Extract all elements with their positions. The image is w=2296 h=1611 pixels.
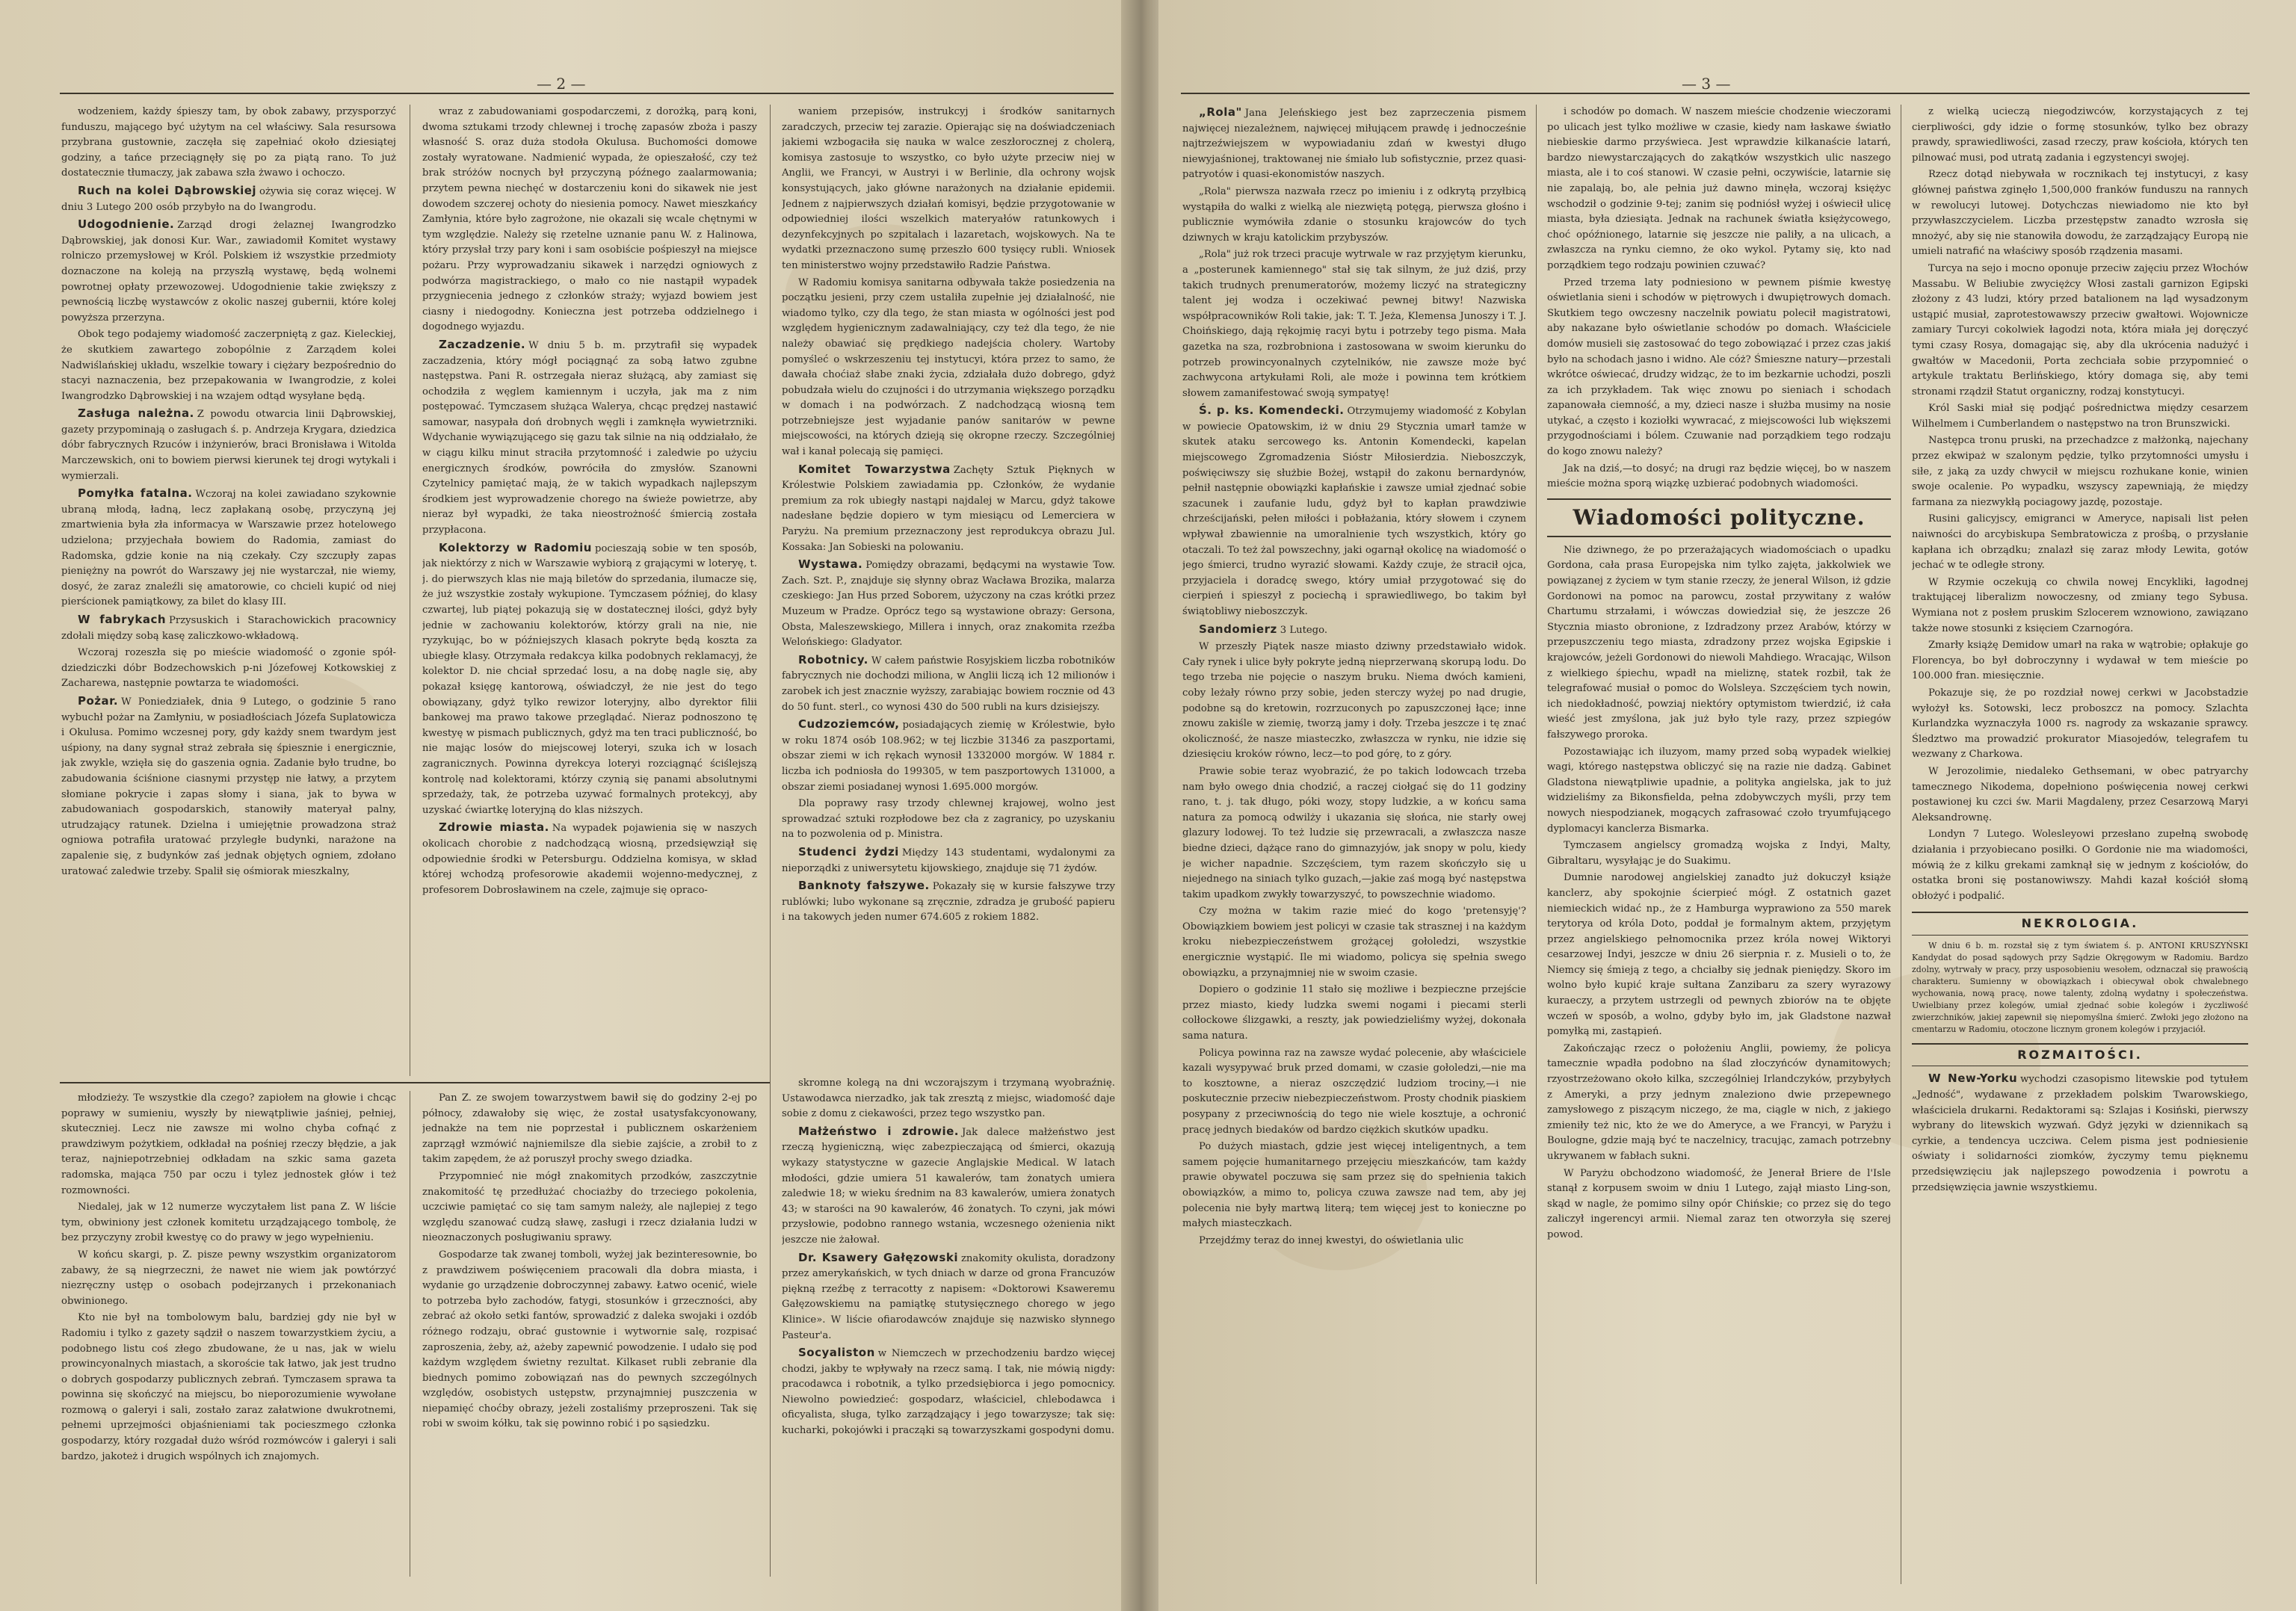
article-text: młodzieży. Te wszystkie dla czego? zapiołem na głowie i chcąc poprawy w sumieniu, wyszły by niewątpliwie jaśniej, pełniej, skuteczniej. Lecz nie zawsze mi wolno chyba cofnąć z prawdziwym pożytkiem, odkładał na pośniej rzeczy błędzie, a jak teraz, najniepotrzebniej odkładam na szkic sama gazeta radomska, mająca 750 par oczu i tylez jednostek głów i też rozmowności. <box>61 1092 396 1196</box>
article-paragraph <box>1547 838 1891 869</box>
article-headline: Udogodnienie. <box>78 217 175 232</box>
article-paragraph <box>782 462 1115 556</box>
article-paragraph <box>1547 745 1891 838</box>
article-text: Król Saski miał się podjąć pośrednictwa między cesarzem Wilhelmem i Cumberlandem o następstwo na tron Brunszwicki. <box>1912 403 2248 430</box>
article-text: Turcya na sejo i mocno oponuje przeciw zajęciu przez Włochów Massabu. W Beliubie zwyciężcy Włosi zastali garnizon Egipski złożony z 43 ludzi, który przed batalionem na ląd wysadzonym ustąpić musiał, zaprotestowawszy przeciw gwałtowi. Wojownicze zamiary Turcyi cokolwiek łagodzi nota, która miała jej doręczyć tymi czasy Rosya, domagając się, aby dla ukrócenia nadużyć i gwałtów w Macedonii, Porta zechciała sobie przypomnieć o artykule traktatu Berlińskiego, który domaga się, aby temi stronami rządził Statut organiczny, rodzaj konstytucyi. <box>1912 262 2248 398</box>
article-text: Dumnie narodowej angielskiej zanadto już dokuczył książe kanclerz, aby spokojnie ścierpieć mógł. Z ostatnich gazet niemieckich widać np., że z Hamburga wyprawiono za 550 marek terytorya od króla Doto, poddał je formalnym aktem, przyjętym przez angielskiego pełnomocnika przez króla nowej Wiktoryi cesarzowej Indyi, jeszcze w dniu 26 sierpnia r. z. Musieli o to, że Niemcy się śmieją z tego, a chciałby się jednak pieniędzy. Skoro im wolno było kupić kraje sułtana Zanzibaru za szery wyrazowy kuraeczy, a przytem ustrzegli od pewnych zbiorów na te objęte wczeń w sposób, a wolno, gdyby było im, jak Gladstone nazwał pomyłką mi, zastąpień. <box>1547 872 1891 1038</box>
article-paragraph <box>1182 983 1526 1044</box>
article-paragraph <box>782 652 1115 715</box>
article-paragraph <box>1912 512 2248 573</box>
article-text: Zakończając rzecz o położeniu Anglii, powiemy, że policya tamecznie wpadła podobno na ślad złoczyńców dynamitowych; rzyostrzeżowano około kilka, szczególniej Irlandczyków, przybyłych z Ameryki, a przy jednym znaleziono dwie przepewnego zamysłowego z piszącym niczego, że ma, ciągle w nich, z jakiego zmieniły też nic, kto że we do Ameryce, a we Francyi, w Paryżu i Boulogne, gdzie mają być te naczelnicy, tracując, zamach potrzebny ukrywanem w fabłach sukni. <box>1547 1042 1891 1162</box>
article-paragraph <box>782 1124 1115 1249</box>
article-paragraph <box>1912 262 2248 400</box>
article-headline: Małżeństwo i zdrowie. <box>798 1124 959 1138</box>
article-paragraph <box>61 217 396 326</box>
article-paragraph <box>782 878 1115 926</box>
article-paragraph <box>782 717 1115 795</box>
article-text: Po dużych miastach, gdzie jest więcej inteligentnych, a tem samem pojęcie humanitarnego przejęciu mieszkańców, tam każdy prawie obywatel poczuwa się sam przez się do spełnienia takich obowiązków, a mimo to, policya czuwa zawsze nad tem, aby jej polecenia nie były martwą literą; tem więcej jest to konieczne po małych miasteczkach. <box>1182 1141 1526 1230</box>
article-paragraph <box>1912 401 2248 432</box>
article-text: W Rzymie oczekują co chwila nowej Encykliki, łagodnej traktującej liberalizm nowoczesny, od zmiany tego Sybusa. Wymiana not z posłem pruskim Szlocerem wznowiono, zawiązano także nowe stosunki z księciem Czarnogóra. <box>1912 576 2248 634</box>
article-headline: Komitet Towarzystwa <box>798 462 951 476</box>
article-paragraph <box>422 1091 757 1168</box>
article-headline: Sandomierz <box>1199 622 1277 636</box>
article-text: wodzeniem, każdy śpieszy tam, by obok zabawy, przysporzyć funduszu, mającego być użytym na cel właściwy. Sala resursowa przybrana gustownie, zaczęła się zapełniać około dziesiątej godziny, a tańce przeciągnęły się po za piątą rano. To już dostatecznie tłumaczy, jak zabawa szła żwawo i ochoczo. <box>61 106 396 179</box>
article-paragraph <box>422 1248 757 1432</box>
top-rule-right <box>1181 93 2250 94</box>
article-text: waniem przepisów, instrukcyj i środków sanitarnych zaradczych, przeciw tej zarazie. Opierając się na doświadczeniach jakiemi wzbogaciła się nauka w walce zeszłorocznej z cholerą, komisya zastosuje to wszystko, co było użyte przeciw niej w Anglii, we Francyi, w Austryi i w Berlinie, dla ochrony wojsk konsystujących, jako główne narażonych na działanie epidemii. Jednem z najpierwszych działań komisyi, będzie przygotowanie w odpowiedniej ilości wszelkich materyałów ratunkowych i dezynfekcyjnych po szpitalach i lazaretach, wojskowych. Na te wydatki przeznaczono sumę przeszło 600 tysięcy rubli. Wniosek ten ministerstwo wojny przedstawiło Radzie Państwa. <box>782 106 1115 271</box>
article-paragraph <box>61 327 396 404</box>
article-paragraph <box>1182 904 1526 981</box>
right-page <box>1158 0 2296 1611</box>
article-headline: Ś. p. ks. Komendecki. <box>1199 403 1345 418</box>
article-text: ożywia się coraz więcej. W dniu 3 Lutego 200 osób przybyło na do Iwangrodu. <box>61 185 396 213</box>
article-headline: Socyaliston <box>798 1346 875 1360</box>
article-paragraph <box>1182 185 1526 246</box>
column-right-2 <box>1547 105 1891 1584</box>
article-text: Pomiędzy obrazami, będącymi na wystawie Tow. Zach. Szt. P., znajduje się słynny obraz Wacława Brozika, malarza czeskiego: Jan Hus przed Soborem, użyczony na czas krótki przez Muzeum w Pradze. Oprócz tego są wystawione obrazy: Gersona, Obsta, Maleszewskiego, Millera i innych, oraz znakomita rzeźba Welońskiego: Gladyator. <box>782 560 1115 649</box>
article-headline: Studenci żydzi <box>798 844 899 859</box>
article-paragraph <box>422 540 757 819</box>
article-paragraph <box>1182 105 1526 183</box>
article-paragraph <box>61 646 396 692</box>
column-left-3 <box>782 105 1115 1076</box>
article-text: Przed trzema laty podniesiono w pewnem piśmie kwestyę oświetlania sieni i schodów w piętrowych i dwupiętrowych domach. Skutkiem tego owczesny naczelnik powiatu polecił magistratowi, aby nakazane było oświetlanie schodów po domach. Właściciele domów musieli się zastosować do tego zobowiązać i przez czas jakiś było na schodach jasno i widno. Ale cóż? Śmieszne natury—przestali wkrótce oświecać, drudzy widząc, że to im bezkarnie uchodzi, poszli za ich przykładem. Tak więc znowu po sieniach i schodach zapanowała ciemność, a my, dzieci nasze i służba musimy na nosie utykać, a często i koziołki wywracać, z miejscowości lub większemi przygodnościami i bólem. Czuwanie nad porządkiem tego rodzaju do kogo znowu należy? <box>1547 276 1891 458</box>
article-text: w Niemczech w przechodzeniu bardzo więcej chodzi, jakby te wpływały na rzecz samą. I tak, nie mówią nigdy: pracodawca i robotnik, a tylko przedsiębiorca i jego pomocnicy. Niewolno powiedzieć: gospodarz, właściciel, chlebodawca i oficyalista, sługa, tylko zarządzający i jego towarzysze; tak się: kucharki, pokojówki i pracząki są towarzyszkami gospodyni domu. <box>782 1348 1115 1437</box>
article-text: Prawie sobie teraz wyobrazić, że po takich lodowcach trzeba nam było owego dnia chodzić, a raczej ciołgać się do 11 godziny rano, t. j. tak długo, póki wozy, stopy ludzkie, a w końcu sama natura za pomocą odwilży i ukazania się słońca, nie starły owej glazury lodowej. To też ludzie się przewracali, a zwłaszcza nasze biedne dzieci, dążące rano do gimnazyjów, jak snopy w polu, kiedy je wicher napadnie. Szczęściem, tym razem skończyło się u niejednego na siniach tylko guzach,—jakie zaś mogą być następstwa takim upadkom zwykły towarzyszyć, to powszechnie wiadomo. <box>1182 765 1526 900</box>
article-paragraph <box>1912 433 2248 510</box>
article-paragraph <box>1912 686 2248 763</box>
article-paragraph <box>61 406 396 484</box>
article-paragraph <box>782 1250 1115 1344</box>
column-left-1 <box>61 105 396 1076</box>
article-paragraph <box>61 612 396 644</box>
article-headline: Cudzoziemców, <box>798 717 900 732</box>
column-right-3 <box>1912 105 2248 1584</box>
article-paragraph <box>1182 1046 1526 1139</box>
article-text: 3 Lutego. <box>1280 624 1328 636</box>
article-headline: Wystawa. <box>798 557 863 572</box>
article-paragraph <box>1912 575 2248 637</box>
article-text: W dniu 5 b. m. przytrafił się wypadek zaczadzenia, który mógł pociągnąć za sobą łatwo zgubne następstwa. Pani R. ostrzegała nieraz służącą, aby zamiast się ochodziła z węglem kamiennym i uczyła, jak ma z nim postępować. Tymczasem służąca Walerya, chcąc prędzej nastawić samowar, nasypała doń drobnych węgli i zamknęła wywietrzniki. Wdychanie wywiązującego się gazu tak silnie na nią oddziałało, że w ciągu kilku minut straciła przytomność i zaledwie po użyciu energicznych środków, powróciła do zmysłów. Szanowni Czytelnicy pamiętać mają, że w takich wypadkach najlepszym środkiem jest wyprowadzenie chorego na świeże powietrze, aby nieraz był wypadki, że taka nieostrożność śmiercią została przypłacona. <box>422 339 757 537</box>
article-paragraph <box>422 1169 757 1246</box>
section-heading: ROZMAITOŚCI. <box>1912 1043 2248 1067</box>
article-paragraph <box>782 1345 1115 1439</box>
page-number-right: — 3 — <box>1682 75 1731 93</box>
section-heading: NEKROLOGIA. <box>1912 912 2248 936</box>
article-paragraph <box>1182 764 1526 903</box>
top-rule-left <box>60 93 1114 94</box>
article-text: Jana Jeleńskiego jest bez zaprzeczenia pismem najwięcej niezależnem, najwięcej miłującem prawdę i jednocześnie najtrzeźwiejszem w wypowiadaniu zdań w kwestyi długo niewyjaśnionej, traktowanej nie śmiało lub sofistycznie, przez quasi-patryotów i quasi-ekonomistów naszych. <box>1182 108 1526 181</box>
article-paragraph <box>61 486 396 610</box>
article-text: Z powodu otwarcia linii Dąbrowskiej, gazety przypominają o zasługach ś. p. Andrzeja Krygara, dziedzica dóbr fabrycznych Rzuców i inżynierów, braci Bronisława i Witolda Marczewskich, oni to bowiem pierwsi kierunek tej drogi wytykali i wymierzali. <box>61 409 396 482</box>
article-text: posiadających ziemię w Królestwie, było w roku 1874 osób 108.962; w tej liczbie 31346 za paszportami, obszar ziemi w ich rękach wynosił 1332000 morgów. W 1884 r. liczba ich podniosła do 199305, w tem paszportowych 131000, a obszar ziemi posiadanej wynosi 1.695.000 morgów. <box>782 720 1115 793</box>
article-text: W całem państwie Rosyjskiem liczba robotników fabrycznych nie dochodzi miliona, w Anglii liczą ich 12 milionów i zarobek ich jest znacznie wyższy, zarabiając bowiem rocznie od 43 do 50 funt. sterl., co wynosi 430 do 500 rubli na kurs dzisiejszy. <box>782 655 1115 713</box>
article-text: Pokazuje się, że po rozdział nowej cerkwi w Jacobstadzie wyłożył ks. Sotowski, lecz proboszcz na pomocy. Szlachta Kurlandzka wyznaczyła 1000 rs. nagrody za wskazanie sprawcy. Śledztwo ma prowadzić prokurator Miasojedów, telegrafem tu wezwany z Charkowa. <box>1912 687 2248 761</box>
article-text: Rzecz dotąd niebywała w rocznikach tej instytucyi, z kasy głównej państwa zginęło 1,500,000 franków funduszu na rannych w rewolucyi lutowej. Dotychczas niewiadomo nie kto był przywłaszczycielem. Liczba przestępstw zanadto wzrosła się mnożyć, aby się nie stanowiła dowodu, że zarządzający Europą nie umieli natrafić na właściwy sposób rządzenia masami. <box>1912 169 2248 258</box>
article-text: Czy można w takim razie mieć do kogo 'pretensyję'? Obowiązkiem bowiem jest policyi w czasie tak strasznej i na każdym kroku niebezpieczeństwem grożącej gołoledzi, wszystkie energicznie wystąpić. Ile mi wiadomo, policya się spełnia swego obowiązku, a przynajmniej nie w swoim czasie. <box>1182 906 1526 979</box>
article-text: W Radomiu komisya sanitarna odbywała także posiedzenia na początku jesieni, przy czem ustaliła zupełnie jej działalność, nie wiadomo tylko, czy dla tego, że stan miasta w ogólności jest pod względem hygienicznym zadawalniający, czy też dla tego, że nie należy obawiać się prędkiego nadejścia cholery. Wartoby pomyśleć o wskrzeszeniu tej instytucyi, która przez to samo, że dawała choćiaż słabe znaki życia, zdziałała dużo dobrego, gdyż pobudzała wielu do czujności i do utrzymania większego porządku w domach i na podwórzach. Z nadchodzącą wiosną tem potrzebniejsze jest wyjadanie panów sanitarów w pewne miejscowości, na których dzieją się okropne rzeczy. Szczególniej wał i kanał polecają się pamięci. <box>782 276 1115 458</box>
article-paragraph <box>1912 638 2248 684</box>
article-paragraph <box>1912 167 2248 260</box>
article-headline: Dr. Ksawery Gałęzowski <box>798 1250 958 1264</box>
article-text: Wczoraj na kolei zawiadano szykownie ubraną młodą, ładną, lecz zapłakaną osobę, przyczyną jej zmartwienia była zła informacya w Warszawie przez hotelowego udzielona; przyjechała bowiem do Radomia, zamiast do Radomska, gdzie konie na nią czekały. Czy szczupły zapas pieniężny na powrót do Warszawy jej nie wystarczał, nie wiemy, dosyć, że zaraz znaleźli się amatorowie, co chcieli kupić od niej pierścionek pamiątkowy, za bilet do klasy III. <box>61 489 396 608</box>
article-text: W końcu skargi, p. Z. pisze pewny wszystkim organizatorom zabawy, że są niegrzeczni, że nawet nie wiem jak powtórzyć niezręczny ustęp o osobach podejrzanych i przekonaniach obwinionego. <box>61 1249 396 1307</box>
article-headline: Robotnicy. <box>798 652 868 667</box>
article-paragraph <box>782 1076 1115 1122</box>
article-text: Londyn 7 Lutego. Wolesleyowi przesłano zupełną swobodę działania i przyobiecano posiłki. O Gordonie nie ma wiadomości, mówią że z kilku grekami zamknął się w jednym z kościołów, do ostatka broni się postanowiwszy. Mahdi kazał kościół słomą obłożyć i podpalić. <box>1912 829 2248 902</box>
article-paragraph <box>61 1200 396 1246</box>
article-text: Pan Z. ze swojem towarzystwem bawił się do godziny 2-ej po północy, zdawałoby się więc, że został usatysfakcyonowany, jednakże na tem nie poprzestał i publicznem oskarżeniem zaprzągł wzmówić najniemilsze dla siebie zajście, a zrobił to z takim zapędem, że aż poruszył prochy swego dziadka. <box>422 1092 757 1166</box>
article-paragraph <box>1912 764 2248 826</box>
article-text: Rusini galicyjscy, emigranci w Ameryce, napisali list pełen naiwności do arcybiskupa Sembratowicza z prośbą, o przysłanie kapłana ich obrządku; znalazł się zaraz młody Lewita, gotów jechać w te odległe strony. <box>1912 513 2248 572</box>
article-paragraph <box>782 105 1115 274</box>
section-rule-left <box>60 1082 770 1083</box>
article-text: Jak dalece małżeństwo jest rzeczą hygieniczną, więc zabezpieczającą od śmierci, okazują wykazy statystyczne w gazecie Anglajskie Medical. W latach młodości, gdzie umiera 51 kawalerów, tam żonatych umiera zaledwie 18; w wieku średnim na 83 kawalerów, umiera żonatych 43; w starości na 90 kawalerów, 46 żonatych. To czyni, jak mówi przysłowie, podobno rannego wstania, wczesnego ożenienia nikt jeszcze nie żałował. <box>782 1126 1115 1246</box>
article-text: „Rola" już rok trzeci pracuje wytrwale w raz przyjętym kierunku, a „posterunek kamiennego" stał się tak silnym, że już dziś, przy takich trudnych prenumeratorów, możemy liczyć na strategiczny talent jej wodza i oczekiwać pewnej bitwy! Nazwiska współpracowników Roli takie, jak: T. T. Jeża, Klemensa Junoszy i T. J. Choińskiego, dają rękojmię racyi bytu i potrzeby tego pisma. Mała gazetka na sza, rozbrobniona i zastosowana w swoim kierunku do potrzeb prowincyonalnych czytelników, nie zawsze może być zachwycona artykułami Roli, ale może i powinna tem krótkiem słowem zamanifestować swoją sympatyę! <box>1182 249 1526 399</box>
article-headline: Zasługa należna. <box>78 406 194 421</box>
article-paragraph <box>61 1248 396 1309</box>
article-text: Przysuskich i Starachowickich pracownicy zdołali między sobą kasę zaliczkowo-wkładową. <box>61 615 396 642</box>
column-left-bottom-2 <box>422 1091 757 1577</box>
obituary-text: W dniu 6 b. m. rozstał się z tym światem ś. p. ANTONI KRUSZYŃSKI Kandydat do posad sądowych przy Sądzie Okręgowym w Radomiu. Bardzo zdolny, wytrwały w pracy, przy usposobieniu wesołem, odznaczał się prawością charakteru. Sumienny w obowiązkach i obiecywał obok chwalebnego wychowania, nową pracę, nowe talenty, zdolną wydatny i społeczeństwa. Uwielbiany przez kolegów, umiał zjednać sobie kolegów i życzliwość zwierzchników, jakiej zapewnił się niepomyślna śmierć. Zwłoki jego złożono na cmentarzu w Radomiu, otoczone licznym gronem kolegów i przyjaciół. <box>1912 940 2248 1034</box>
article-text: Nie dziwnego, że po przerażających wiadomościach o upadku Gordona, cała prasa Europejska nim tylko zajęta, jakkolwiek we powiązanej z życiem w tym stanie rzeczy, że jeneral Wilson, iż gdzie Gordonowi na pomoc na parowcu, został przywitany z wałów Chartumu strzałami, i wówczas dowiedział się, że jeszcze 26 Stycznia miasto obronione, z Izdradzony przez Arabów, którzy w przepuszczeniu tego miasta, zdradzony przez wojska Egipskie i krajowców, jeżeli Gordonowi do niewoli Mahdiego. Wracając, Wilson z wielkiego śpiechu, wpadł na mieliznę, statek rozbił, tak że telegrafować musiał o pomoc do Wolsleya. Szczęściem tych nowin, ich niedokładność, powziaj niektóry optymistom twierdzić, iż cała wieść jest zmyślona, jak już było tyle razy, przez szpiegów fałszywego proroka. <box>1547 544 1891 740</box>
article-headline: Banknoty fałszywe. <box>798 879 930 893</box>
article-text: Następca tronu pruski, na przechadzce z małżonką, najechany przez ekwipaż w szalonym pędzie, tylko przytomności umysłu i siłe, z jaką za uzdy chwycił w miejscu rozhukane konie, winien swoje ocalenie. Po wypadku, wszyscy zapewniają, że między farmana za niezwykłą pociagowy jazdę, pozostaje. <box>1912 435 2248 508</box>
section-title-box: Wiadomości polityczne. <box>1547 498 1891 537</box>
article-text: wraz z zabudowaniami gospodarczemi, z dorożką, parą koni, dwoma sztukami trzody chlewnej i trochę zapasów zboża i paszy własność S. oraz duża stodoła Okulusa. Buchomości domowe zostały wyratowane. Nadmienić wypada, że opieszałość, czy też brak stróżów nocnych był przyczyną późnego zaalarmowania; przytem pewna niechęć w dostarczeniu koni do sikawek nie jest dowodem szczerej ochoty do niesienia pomocy. Nawet mieszkańcy Zamłynia, które było zagrożone, nie okazali się wcale chętnymi w tym względzie. Należy się rzetelne uznanie panu W. z Halinowa, który przysłał trzy pary koni i sam osobiście pośpieszył na miejsce pożaru. Przy wyprowadzaniu sikawek i narzędzi ogniowych z podwórza magistrackiego, o mało co nie nastąpił wypadek przygniecenia jednego z członków straży; wyjazd bowiem jest ciasny i niedogodny. Konieczna jest potrzeba oddzielnego i dogodnego wyjazdu. <box>422 106 757 333</box>
article-text: Przypomnieć nie mógł znakomitych przodków, zaszczytnie znakomitość tę przedłużać chociażby do trzeciego pokolenia, uczciwie pamiętać co się tam samym należy, ale najlepiej z tego względu szanować cudzą sławę, zasługi i rzecz działania ludzi w nieoznaczonych posługiwaniu sprawy. <box>422 1170 757 1244</box>
article-headline: Kolektorzy w Radomiu <box>439 540 592 554</box>
article-paragraph <box>1547 543 1891 743</box>
article-paragraph <box>1547 1166 1891 1243</box>
article-paragraph <box>422 337 757 539</box>
column-divider <box>1536 105 1537 1584</box>
article-paragraph <box>1182 403 1526 619</box>
article-paragraph <box>1912 827 2248 904</box>
article-paragraph <box>1182 247 1526 401</box>
article-text: Jak na dziś,—to dosyć; na drugi raz będzie więcej, bo w naszem mieście można sporą wiązkę uzbierać podobnych wiadomości. <box>1547 463 1891 490</box>
article-paragraph <box>1182 640 1526 763</box>
article-text: W Paryżu obchodzono wiadomość, że Jenerał Briere de l'Isle stanął z korpusem swoim w dniu 1 Lutego, zajął miasto Ling-son, skąd w nagle, że pomimo silny opór Chińskie; co przez się do tego zaliczył ingerencyi armii. Niemal zaraz ten otworzyła się szerej powod. <box>1547 1167 1891 1240</box>
article-headline: „Rola" <box>1199 105 1242 119</box>
article-text: W Jerozolimie, niedaleko Gethsemani, w obec patryarchy tamecznego Nikodema, dopełniono poświęcenia nowej cerkwi postawionej ku czci św. Marii Magdaleny, przez Cesarzową Maryi Aleksandrownę. <box>1912 765 2248 823</box>
article-headline: Pożar. <box>78 693 119 708</box>
article-text: Tymczasem angielscy gromadzą wojska z Indyi, Malty, Gibraltaru, wysyłając je do Suakimu. <box>1547 840 1891 867</box>
article-text: Wczoraj rozeszła się po mieście wiadomość o zgonie spół-dziedziczki dóbr Bodzechowskich p-ni Józefowej Kotkowskiej z Zacharewa, następnie powtarza te wiadomości. <box>61 647 396 690</box>
left-page <box>0 0 1129 1611</box>
article-paragraph <box>782 276 1115 460</box>
article-paragraph <box>1547 276 1891 460</box>
article-text: Dla poprawy rasy trzody chlewnej krajowej, wolno jest sprowadzać sztuki rozpłodowe bez cła z zagranicy, po uzyskaniu na to pozwolenia od p. Ministra. <box>782 798 1115 841</box>
column-left-bottom-3 <box>782 1076 1115 1577</box>
article-paragraph <box>1547 1042 1891 1165</box>
article-text: W Poniedziałek, dnia 9 Lutego, o godzinie 5 rano wybuchł pożar na Zamłyniu, w posiadłościach Józefa Suplatowicza i Okulusa. Pomimo wczesnej pory, gdy każdy snem twardym jest uśpiony, na dany sygnał straż zebrała się śpiesznie i energicznie, jak zwykle, wzięła się do gaszenia ognia. Zadanie było trudne, bo zabudowania ściśnione ciasnymi przystęp nie łatwy, a przytem słomiane pokrycie i zapas słomy i siana, jak to bywa w zabudowaniach gospodarskich, stanowiły materyał palny, utrudzający ratunek. Dzielna i umiejętnie prowadzona straż ogniowa potrafiła uratować przyległe budynki, narażone na zapalenie się, z budynków zaś jednak objętych ogniem, zdołano uratować zaledwie trzeby. Spalił się ośmiorak mieszkalny, <box>61 696 396 877</box>
article-paragraph <box>1912 105 2248 166</box>
article-headline: Zaczadzenie. <box>439 337 526 351</box>
article-text: i schodów po domach. W naszem mieście chodzenie wieczorami po ulicach jest tylko możliwe w czasie, kiedy nam łaskawe światło niebieskie darmo przyświeca. Jest wprawdzie kilkanaście latarń, bardzo niewystarczających do zakątków wszystkich ulic naszego miasta, ale i to coś stanowi. W czasie pełni, oczywiście, latarnie się nie zapalają, bo, ale pełnia już dawno minęła, wczoraj księżyc wschodził o godzinie 9-tej; zanim się podniósł wyżej i oświecił ulicę miasta, była dziesiąta. Jednak na rachunek światła księżycowego, choć opóźnionego, latarnie się jeszcze nie paliły, a na ulicach, a zwłaszcza na rynku ciemno, że oko wykol. Pytamy się, kto nad porządkiem tego rodzaju powinien czuwać? <box>1547 106 1891 271</box>
article-headline: Ruch na kolei Dąbrowskiej <box>78 183 257 197</box>
article-text: Zachęty Sztuk Pięknych w Królestwie Polskiem zawiadamia pp. Członków, że wydanie premium za rok ubiegły nastąpi najdalej w Marcu, gdyż takowe nadesłane będzie dopiero w tym miesiącu od Lemerciera w Paryżu. Na premium przeznaczony jest reprodukcya obrazu Jul. Kossaka: Jan Sobieski na polowaniu. <box>782 464 1115 553</box>
article-text: skromne kolegą na dni wczorajszym i trzymaną wyobraźnię. Ustawodawca nierzadko, jak tak zresztą z miejsc, wiadomość daje sobie z domu z ciekawości, przez tego wszystko pan. <box>782 1077 1115 1120</box>
article-text: Niedalej, jak w 12 numerze wyczytałem list pana Z. W liście tym, obwiniony jest członek komitetu urządzającego tombolę, że bez przyczyny zrobił kwestyę co do prawy w jego wypełnieniu. <box>61 1202 396 1244</box>
article-text: Gospodarze tak zwanej tomboli, wyżej jak bezinteresownie, bo z prawdziwem poświęceniem pracowali dla dobra miasta, i wydanie go urządzenie dobroczynnej zabawy. Łatwo ocenić, wiele to potrzeba było zachodów, fatygi, stosunków i grzeczności, aby zebrać aż około setki fantów, sprowadzić z daleka swojaki i ozdób różnego rodzaju, obrać gustownie i wytwornie salę, rozpisać zaproszenia, żeby, aż, ażeby zapewnić powodzenie. I udało się pod każdym względem świetny rezultat. Kilkaset rubli zebranie dla biednych pomimo zobowiązań nas do pewnych szczególnych względów, osobistych ustępstw, przynajmniej puszczenia w niepamięć choćby obrazy, jeżeli zostaliśmy przeproszeni. Tak się robi w swoim kółku, tak się powinno robić i po sąsiedzku. <box>422 1249 757 1430</box>
article-text: Pokazały się w kursie fałszywe trzy rublówki; lubo wykonane są zręcznie, zdradza je grubość papieru i na takowych jeden numer 674.605 z rokiem 1882. <box>782 881 1115 924</box>
article-headline: W fabrykach <box>78 613 167 626</box>
article-text: Między 143 studentami, wydalonymi za nieporządki z uniwersytetu kijowskiego, znajduje się 71 żydów. <box>782 847 1115 874</box>
article-text: Zarząd drogi żelaznej Iwangrodzko Dąbrowskiej, jak donosi Kur. War., zawiadomił Komitet wystawy rolniczo przemysłowej w Król. Polskiem iż wszystkie przedmioty doznaczone na koleją na przyszłą wystawę, będą wolnemi powrotnej opłaty przewozowej. Udogodnienie takie zwiększy z pewnością liczbę wystawców z okolic naszej gubernii, które kolej powyższa przerzyna. <box>61 220 396 324</box>
article-paragraph <box>1547 462 1891 492</box>
article-headline: Zdrowie miasta. <box>439 820 549 835</box>
article-text: z wielką ucieczą niegodziwców, korzystających z tej cierpliwości, gdy idzie o formę stosunków, tylko bez obrazy prawdy, sprawiedliwości, zasad rzeczy, praw kościoła, których ten pilnować musi, pod utratą zadania i egzystencyi swojej. <box>1912 106 2248 164</box>
article-paragraph <box>1182 1234 1526 1249</box>
article-text: Otrzymujemy wiadomość z Kobylan w powiecie Opatowskim, iż w dniu 29 Stycznia umarł tamże w skutek ataku sercowego ks. Antonin Komendecki, kapelan miejscowego Zgromadzenia Sióstr Miłosierdzia. Nieboszczyk, poświęciwszy się służbie Bożej, wstąpił do zakonu bernardynów, pełnił następnie obowiązki kapłańskie i zawsze umiał zjednać sobie szacunek i zaufanie ludu, gdyż był to kapłan prawdziwie chrześcijański, pełen miłości i pobłażania, który słowem i czynem wpływał zbawiennie na umoralnienie tych wszystkich, który go otaczali. To też żal powszechny, jaki ogarnął okolicę na wiadomość o jego śmierci, trudno wyrazić słowami. Każdy czuje, że stracił ojca, przyjaciela i doradcę swego, który umiał przygotować się do cierpień i spieszył z pociechą i sprawiedliwego, bo takim był świątobliwy nieboszczyk. <box>1182 406 1526 617</box>
article-paragraph <box>61 1091 396 1199</box>
column-right-1 <box>1182 105 1526 1584</box>
article-text: Przejdźmy teraz do innej kwestyi, do oświetlania ulic <box>1199 1234 1464 1246</box>
article-paragraph <box>61 105 396 182</box>
article-headline: Pomyłka fatalna. <box>78 486 193 501</box>
article-paragraph <box>61 1311 396 1465</box>
article-text: „Rola" pierwsza nazwała rzecz po imieniu i z odkrytą przyłbicą wystąpiła do walki z wielką ale niezwiętą potęgą, pierwsza głośno i publicznie wymówiła zdanie o stosunku krajowców do tych dziwnych w kraju katolickim przybyszów. <box>1182 185 1526 244</box>
article-paragraph <box>1182 1140 1526 1232</box>
article-paragraph <box>61 693 396 879</box>
column-divider <box>770 1076 771 1577</box>
article-text: Na wypadek pojawienia się w naszych okolicach chorobie z nadchodzącą wiosną, przedsięwziął się odpowiednie środki w Petersburgu. Oddzielna komisya, w skład której wchodzą profesorowie akademii wojenno-medycznej, z profesorem Dobrosławinem na czele, zajmuje się opraco- <box>422 823 757 896</box>
article-paragraph <box>1912 1071 2248 1196</box>
article-paragraph <box>1547 871 1891 1040</box>
column-divider <box>770 105 771 1076</box>
article-paragraph <box>782 557 1115 651</box>
article-paragraph <box>782 844 1115 876</box>
page-number-left: — 2 — <box>537 75 586 93</box>
column-left-bottom-1 <box>61 1091 396 1577</box>
column-left-2 <box>422 105 757 1076</box>
article-text: Policya powinna raz na zawsze wydać polecenie, aby właściciele kazali wysypywać bruk przed domami, w czasie gołoledzi,—nie ma to kosztowne, a nieraz oszczędzić ludziom trociny,—i nie poskutecznie przeciw niebezpieczeństwom. Prosty chodnik piaskiem posypany z przeciwnością do tego nie wiele kosztuje, a ochronić pracę jednych biedaków od bardzo ciężkich skutków upadku. <box>1182 1047 1526 1136</box>
article-text: pocieszają sobie w ten sposób, jak niektórzy z nich w Warszawie wybiorą z grającymi w loteryę, t. j. do pierwszych klas nie mają biletów do sprzedania, ilumacze się, że już wszystkie zostały wykupione. Tymczasem później, do klasy czwartej, lub piątej pokazują się w dostatecznej ilości, gdyż były jednie w zachowaniu kolektorów, którzy grali na nie, nie ryzykując, bo w późniejszych klasach pokryte będą koszta za ubiegłe klasy. Otrzymała redakcya kilka podobnych reklamacyj, że kolektor D. nie chciał sprzedać losu, a na dobę nagle się, aby pokazał księgę kantorową, oświadczył, że nie jest do tego obowiązany, gdyż tylko rewizor loteryjny, albo dyrektor filii bankowej ma prawo takowe przeglądać. Nieraz podnoszono tę kwestyę w pismach publicznych, gdyż ma ten traci publiczność, bo nie mając losów do miejscowej loteryi, szuka ich w losach zagranicznych. Powinna dyrekcya loteryi rozciągnąć ściślejszą kontrolę nad kolektorami, którzy czynią się panami absolutnymi sprzedaży, tak, że potrzeba uzywać formalnych protekcyj, aby uzyskać ćwiartkę loteryjną do klas niższych. <box>422 542 757 816</box>
article-text: Kto nie był na tombolowym balu, bardziej gdy nie był w Radomiu i tylko z gazety sądził o naszem towarzystkiem życiu, a podobnego listu coś złego zbudowane, że u nas, jak w wielu prowincyonalnych miastach, a skoroście tak łatwo, jak jest trudno o dobrych gospodarzy publicznych zebrań. Tymczasem sprawa ta powinna się skończyć na miejscu, bo nieporozumienie wywołane rozmową o galeryi i sali, zostało zaraz załatwione dwukrotnemi, pełnemi uprzejmości objaśnieniami tak pocieszmego członka gospodarzy, który rozgadał dużo wśród rozmówców i galeryi i sali bardzo, jakoteż i drugich wspólnych ich znajomych. <box>61 1312 396 1462</box>
article-headline: W New-Yorku <box>1928 1072 2018 1086</box>
article-text: znakomity okulista, doradzony przez amerykańskich, w tych dniach w darze od grona Francuzów piękną rzeźbę z terracotty z napisem: «Doktorowi Ksaweremu Gałęzowskiemu na pamiątkę stutysięcznego chorego w jego Klinice». W liście ofiarodawców znajduje się nazwisko słynnego Pasteur'a. <box>782 1252 1115 1341</box>
article-paragraph <box>422 105 757 336</box>
article-text: Pozostawiając ich iluzyom, mamy przed sobą wypadek wielkiej wagi, którego następstwa obliczyć się na razie nie dadzą. Gabinet Gladstona niewątpliwie upadnie, a polityka angielska, jak to już widzieliśmy za Bikonsfielda, pełna zdobywczych myśli, przy tem nowych niespodzianek, mogących zafrasować czoło tryumfującego dyplomacyi kanclerza Bismarka. <box>1547 746 1891 835</box>
article-paragraph <box>422 820 757 898</box>
article-paragraph <box>782 797 1115 843</box>
article-paragraph <box>1547 105 1891 274</box>
article-text: wychodzi czasopismo litewskie pod tytułem „Jedność", wydawane z przekładem polskim Twarowskiego, właściciela drukarni. Redaktorami są: Szlajas i Kosiński, pierwszy wybrany do litewskich wyzwań. Gdyż języki w dziennikach są cyrkie, a tendencya uczciwa. Celem pisma jest podniesienie oświaty i solidarności ziomków, życzymy temu pięknemu przedsięwzięciu jak najlepszego powodzenia i powrotu a przedsięwzięcia jawnie wszystkiemu. <box>1912 1074 2248 1193</box>
article-paragraph <box>61 183 396 215</box>
article-text: Obok tego podajemy wiadomość zaczerpniętą z gaz. Kieleckiej, że skutkiem zawartego zobopólnie z Zarządem kolei Nadwiślańskiej układu, wszelkie towary i ciężary bezpośrednio do stacyi naznaczenia, bez przepakowania w Iwangrodzie, z kolei Iwangrodzko Dąbrowskiej i na wzajem odtąd wysyłane będą. <box>61 329 396 402</box>
article-paragraph <box>1182 622 1526 639</box>
article-text: Zmarły książę Demidow umarł na raka w wątrobie; opłakuje go Florencya, bo był dobroczynny i wydawał w tem mieście po 100.000 fran. miesięcznie. <box>1912 640 2248 682</box>
article-text: W przeszły Piątek nasze miasto dziwny przedstawiało widok. Cały rynek i ulice były pokryte jedną nieprzerwaną skorupą lodu. Do tego trzeba nie pojęcie o naszym bruku. Niema dwóch kamieni, coby leżały równo przy sobie, jeden sterczy wyżej po nad drugie, podobne są do kretowin, rozrzuconych po zapuszczonej łące; inne znowu zakiśle w ziemię, tworzą jamy i doły. Trzeba jeszcze i tę znać okoliczność, że nasze miasteczko, zwłaszcza w rynku, nie idzie się dziesięciu kroków równo, lecz—to pod górę, to z góry. <box>1182 641 1526 761</box>
article-text: Dopiero o godzinie 11 stało się możliwe i bezpieczne przejście przez miasto, kiedy ludzka swemi nogami i piecami sterli colłockowe ślizgawki, a reszty, jak powiedzieliśmy wyżej, dokonała sama natura. <box>1182 984 1526 1042</box>
